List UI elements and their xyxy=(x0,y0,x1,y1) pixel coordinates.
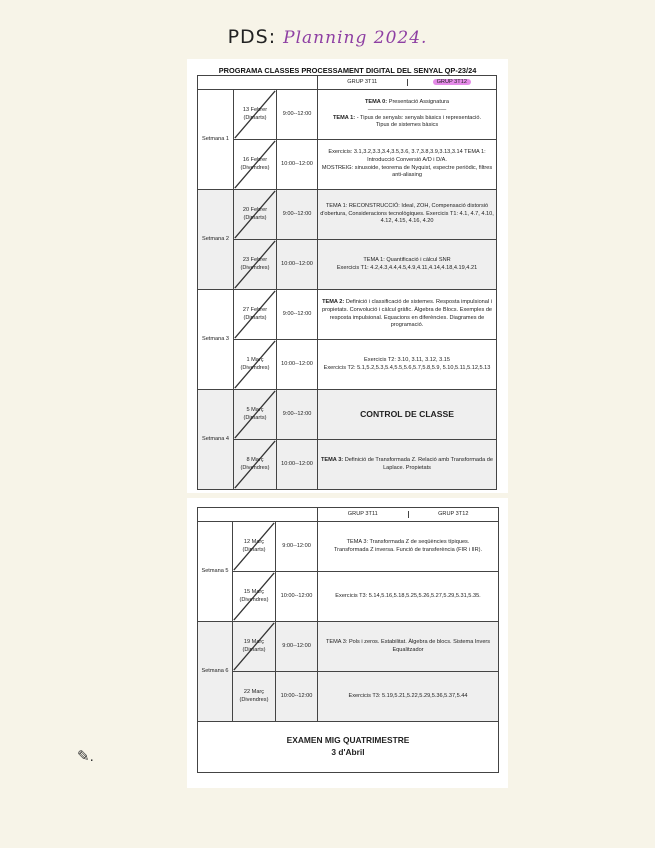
session-row xyxy=(198,90,497,140)
week-label: Setmana 1 xyxy=(198,90,234,190)
session-weekday: (Divendres) xyxy=(240,164,270,171)
session-date: 12 Març xyxy=(243,538,265,545)
date-cell xyxy=(234,390,277,440)
date-cell xyxy=(234,90,277,140)
date-cell xyxy=(233,572,276,622)
session-content xyxy=(318,622,499,672)
topic-label: TEMA 3: xyxy=(321,456,344,463)
session-time: 10:00--12:00 xyxy=(277,340,318,390)
date-cell xyxy=(233,522,276,572)
content-line xyxy=(320,593,496,601)
content-text: Presentació Assignatura xyxy=(387,99,450,106)
session-content xyxy=(318,190,497,240)
group-3t12: GRUP 3T12 xyxy=(433,79,471,85)
content-line xyxy=(320,547,496,555)
heading-highlight: Planning 2024. xyxy=(283,28,428,48)
content-line xyxy=(320,107,494,115)
session-time: 9:00--12:00 xyxy=(276,522,318,572)
session-time: 10:00--12:00 xyxy=(276,572,318,622)
session-time: 10:00--12:00 xyxy=(277,440,318,490)
content-text: TEMA 1: RECONSTRUCCIÓ: Ideal, ZOH, Compensació distorsió d'obertura, Consideracions tecnològiques. Exercicis T1: 4.1, 4.7, 4.10, 4.12, 4.15, 4.16, 4.20 xyxy=(320,203,494,225)
session-row xyxy=(198,440,497,490)
schedule-table-2 xyxy=(197,507,499,773)
session-date: 13 Febrer xyxy=(242,106,268,113)
week-label: Setmana 3 xyxy=(198,290,234,390)
session-date: 1 Març xyxy=(246,356,264,363)
topic-label: TEMA 2: xyxy=(322,299,345,306)
session-date: 19 Març xyxy=(243,638,265,645)
date-cell xyxy=(234,290,277,340)
content-text: Tipus de sistemes bàsics xyxy=(375,122,439,129)
content-text: Exercicis T3: 5.19,5.21,5.22,5.29,5.36,5.37,5.44 xyxy=(348,692,468,699)
session-time: 9:00--12:00 xyxy=(276,622,318,672)
session-date: 23 Febrer xyxy=(242,256,268,263)
group-3t12: GRUP 3T12 xyxy=(438,510,469,517)
session-weekday: (Divendres) xyxy=(240,364,270,371)
content-line xyxy=(320,122,494,130)
session-content xyxy=(318,340,497,390)
content-text: Definició de Transformada Z. Relació amb Transformada de Laplace. Propietats xyxy=(343,456,494,471)
content-line xyxy=(320,115,494,123)
content-line xyxy=(320,539,496,547)
header-empty-cell xyxy=(198,76,318,90)
session-content xyxy=(318,140,497,190)
group-header-cell xyxy=(318,508,499,522)
session-content xyxy=(318,440,497,490)
content-text: TEMA 3: Pols i zeros. Estabilitat. Àlgebra de blocs. Sistema Invers Equalitzador xyxy=(325,638,491,653)
session-date: 16 Febrer xyxy=(242,156,268,163)
session-time: 10:00--12:00 xyxy=(277,140,318,190)
content-line xyxy=(320,457,494,472)
content-line xyxy=(320,99,494,107)
content-line xyxy=(320,257,494,265)
content-text: MOSTREIG: sinusoide, teorema de Nyquist, espectre periòdic, filtres anti-aliasing xyxy=(321,164,493,179)
session-weekday: (Dimarts) xyxy=(243,214,267,221)
session-weekday: (Divendres) xyxy=(240,264,270,271)
session-row xyxy=(198,522,499,572)
session-content xyxy=(318,572,499,622)
group-3t11: GRUP 3T11 xyxy=(318,511,408,519)
group-3t11: GRUP 3T11 xyxy=(318,79,407,87)
date-cell xyxy=(234,190,277,240)
content-line xyxy=(320,203,494,226)
session-date: 15 Març xyxy=(243,588,265,595)
week-label: Setmana 5 xyxy=(198,522,233,622)
content-text: TEMA 3: Transformada Z de seqüències típiques. xyxy=(346,538,470,545)
session-date: 20 Febrer xyxy=(242,206,268,213)
session-weekday: (Dimarts) xyxy=(243,414,267,421)
week-label: Setmana 6 xyxy=(198,622,233,722)
session-row xyxy=(198,572,499,622)
session-content xyxy=(318,672,499,722)
content-line xyxy=(320,299,494,329)
session-weekday: (Dimarts) xyxy=(243,114,267,121)
topic-label: TEMA 0: xyxy=(364,99,388,106)
group-header-row xyxy=(198,508,499,522)
header-empty-cell xyxy=(198,508,318,522)
session-time: 9:00--12:00 xyxy=(277,90,318,140)
session-weekday: (Divendres) xyxy=(239,596,269,603)
content-line xyxy=(320,639,496,654)
heading-prefix: PDS: xyxy=(227,26,277,48)
session-weekday: (Dimarts) xyxy=(242,646,266,653)
content-text: TEMA 1: Quantificació i càlcul SNR xyxy=(363,256,451,263)
content-text: Exercicis T2: 3.10, 3.11, 3.12, 3.15 xyxy=(364,356,450,363)
schedule-table-1 xyxy=(197,75,497,490)
content-text: Exercicis T1: 4.2,4.3,4.4,4.5,4.9,4.11,4.14,4.18,4.19,4.21 xyxy=(336,264,478,271)
content-text: Transformada Z inversa. Funció de transferència (FIR i IIR). xyxy=(333,546,483,553)
session-row xyxy=(198,190,497,240)
content-text: - Tipus de senyals: senyals bàsics i representació. xyxy=(355,114,482,121)
session-weekday: (Divendres) xyxy=(239,696,269,703)
group-header-cell xyxy=(318,76,497,90)
exam-title: EXAMEN MIG QUATRIMESTRE xyxy=(286,735,410,746)
session-date: 8 Març xyxy=(246,456,264,463)
content-text: Exercicis T2: 5.1,5.2,5.3,5.4,5.5,5.6,5.7,5.8,5.9, 5.10,5.11,5.12,5.13 xyxy=(323,364,491,371)
session-row xyxy=(198,140,497,190)
session-time: 10:00--12:00 xyxy=(276,672,318,722)
date-cell xyxy=(234,340,277,390)
session-row xyxy=(198,622,499,672)
date-cell xyxy=(234,140,277,190)
content-line xyxy=(320,165,494,180)
date-cell xyxy=(233,672,276,722)
session-content xyxy=(318,390,497,440)
session-weekday: (Divendres) xyxy=(240,464,270,471)
exam-row xyxy=(198,722,499,773)
session-content xyxy=(318,90,497,140)
session-date: 22 Març xyxy=(243,688,265,695)
control-label: CONTROL DE CLASSE xyxy=(360,408,454,419)
page-heading xyxy=(0,26,655,48)
date-cell xyxy=(234,440,277,490)
session-row xyxy=(198,672,499,722)
pen-icon[interactable]: ✎. xyxy=(77,748,94,765)
group-header-row xyxy=(198,76,497,90)
session-date: 5 Març xyxy=(246,406,264,413)
content-line xyxy=(320,693,496,701)
session-time: 9:00--12:00 xyxy=(277,190,318,240)
content-line xyxy=(320,357,494,365)
session-weekday: (Dimarts) xyxy=(243,314,267,321)
content-line xyxy=(320,149,494,164)
exam-date: 3 d'Abril xyxy=(331,747,365,757)
session-time: 10:00--12:00 xyxy=(277,240,318,290)
session-time: 9:00--12:00 xyxy=(277,390,318,440)
session-row xyxy=(198,340,497,390)
topic-label: TEMA 1: xyxy=(332,114,356,121)
session-content xyxy=(318,290,497,340)
content-text: Exercicis T3: 5.14,5.16,5.18,5.25,5.26,5.27,5.29,5.31,5.35. xyxy=(335,592,481,599)
content-line xyxy=(320,265,494,273)
schedule-page-1 xyxy=(187,59,508,493)
session-content xyxy=(318,522,499,572)
session-content xyxy=(318,240,497,290)
date-cell xyxy=(234,240,277,290)
week-label: Setmana 2 xyxy=(198,190,234,290)
content-line xyxy=(320,365,494,373)
content-text: Definició i classificació de sistemes. Resposta impulsional i propietats. Convolució i càlcul gràfic. Àlgebra de Blocs. Exemples de resposta impulsional. Equacions en diferències. Diagrames de programació. xyxy=(321,299,493,329)
schedule-page-2 xyxy=(187,498,508,788)
content-text: Exercicis: 3.1,3.2,3.3,3.4,3.5,3.6, 3.7,3.8,3.9,3.13,3.14 TEMA 1: Introducció Conversió A/D i D/A. xyxy=(328,149,486,163)
week-label: Setmana 4 xyxy=(198,390,234,490)
session-date: 27 Febrer xyxy=(242,306,268,313)
exam-cell xyxy=(198,722,499,773)
content-text: —————————————— xyxy=(367,106,447,113)
document-title: PROGRAMA CLASSES PROCESSAMENT DIGITAL DEL SENYAL QP-23/24 xyxy=(218,66,477,75)
session-time: 9:00--12:00 xyxy=(277,290,318,340)
session-weekday: (Dimarts) xyxy=(242,546,266,553)
session-row xyxy=(198,290,497,340)
session-row xyxy=(198,240,497,290)
session-row xyxy=(198,390,497,440)
date-cell xyxy=(233,622,276,672)
